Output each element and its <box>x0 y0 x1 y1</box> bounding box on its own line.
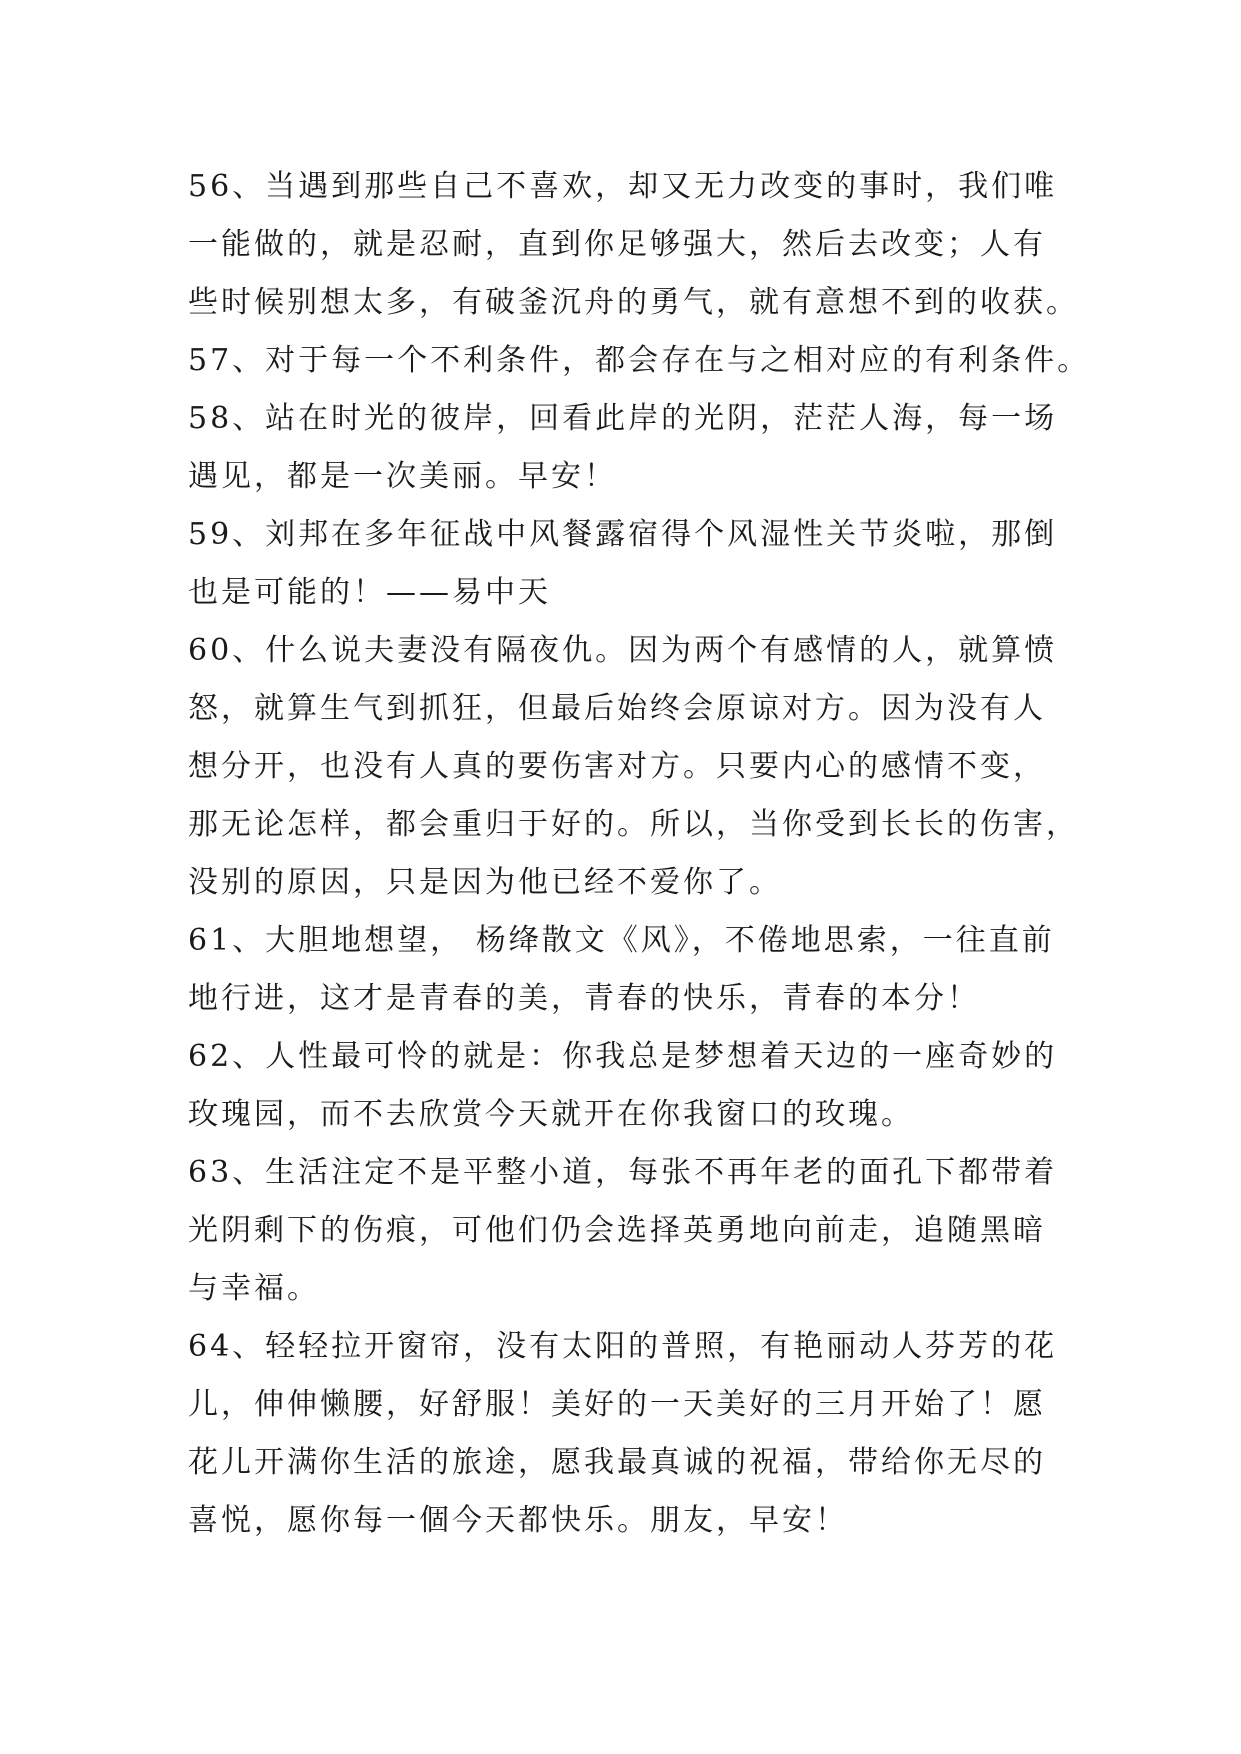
text-line: 61、大胆地想望， 杨绛散文《风》，不倦地思索，一往直前 <box>188 923 1055 958</box>
text-line: 喜悦，愿你每一個今天都快乐。朋友，早安！ <box>188 1503 848 1538</box>
text-lines <box>188 158 1091 1550</box>
text-line: 57、对于每一个不利条件，都会存在与之相对应的有利条件。 <box>188 343 1091 378</box>
text-line: 地行进，这才是青春的美，青春的快乐，青春的本分！ <box>188 981 980 1016</box>
text-line: 花儿开满你生活的旅途，愿我最真诚的祝福，带给你无尽的 <box>188 1445 1046 1480</box>
text-line: 58、站在时光的彼岸，回看此岸的光阴，茫茫人海，每一场 <box>188 401 1058 436</box>
text-line: 遇见，都是一次美丽。早安！ <box>188 459 617 494</box>
text-line: 那无论怎样，都会重归于好的。所以，当你受到长长的伤害， <box>188 807 1079 842</box>
text-line: 没别的原因，只是因为他已经不爱你了。 <box>188 865 782 900</box>
text-line: 60、什么说夫妻没有隔夜仇。因为两个有感情的人，就算愤 <box>188 633 1058 668</box>
text-line: 些时候别想太多，有破釜沉舟的勇气，就有意想不到的收获。 <box>188 285 1079 320</box>
text-line: 玫瑰园，而不去欣赏今天就开在你我窗口的玫瑰。 <box>188 1097 914 1132</box>
text-line: 59、刘邦在多年征战中风餐露宿得个风湿性关节炎啦，那倒 <box>188 517 1058 552</box>
text-line: 儿，伸伸懒腰，好舒服！美好的一天美好的三月开始了！愿 <box>188 1387 1046 1422</box>
text-line: 56、当遇到那些自己不喜欢，却又无力改变的事时，我们唯 <box>188 169 1058 204</box>
text-line: 怒，就算生气到抓狂，但最后始终会原谅对方。因为没有人 <box>188 691 1046 726</box>
text-line: 62、人性最可怜的就是：你我总是梦想着天边的一座奇妙的 <box>188 1039 1058 1074</box>
text-line: 63、生活注定不是平整小道，每张不再年老的面孔下都带着 <box>188 1155 1058 1190</box>
text-line: 与幸福。 <box>188 1271 320 1306</box>
text-line: 也是可能的！——易中天 <box>188 575 551 610</box>
text-line: 一能做的，就是忍耐，直到你足够强大，然后去改变；人有 <box>188 227 1046 262</box>
text-line: 64、轻轻拉开窗帘，没有太阳的普照，有艳丽动人芬芳的花 <box>188 1329 1058 1364</box>
document-body <box>188 158 1091 1550</box>
text-line: 想分开，也没有人真的要伤害对方。只要内心的感情不变， <box>188 749 1046 784</box>
text-line: 光阴剩下的伤痕，可他们仍会选择英勇地向前走，追随黑暗 <box>188 1213 1046 1248</box>
